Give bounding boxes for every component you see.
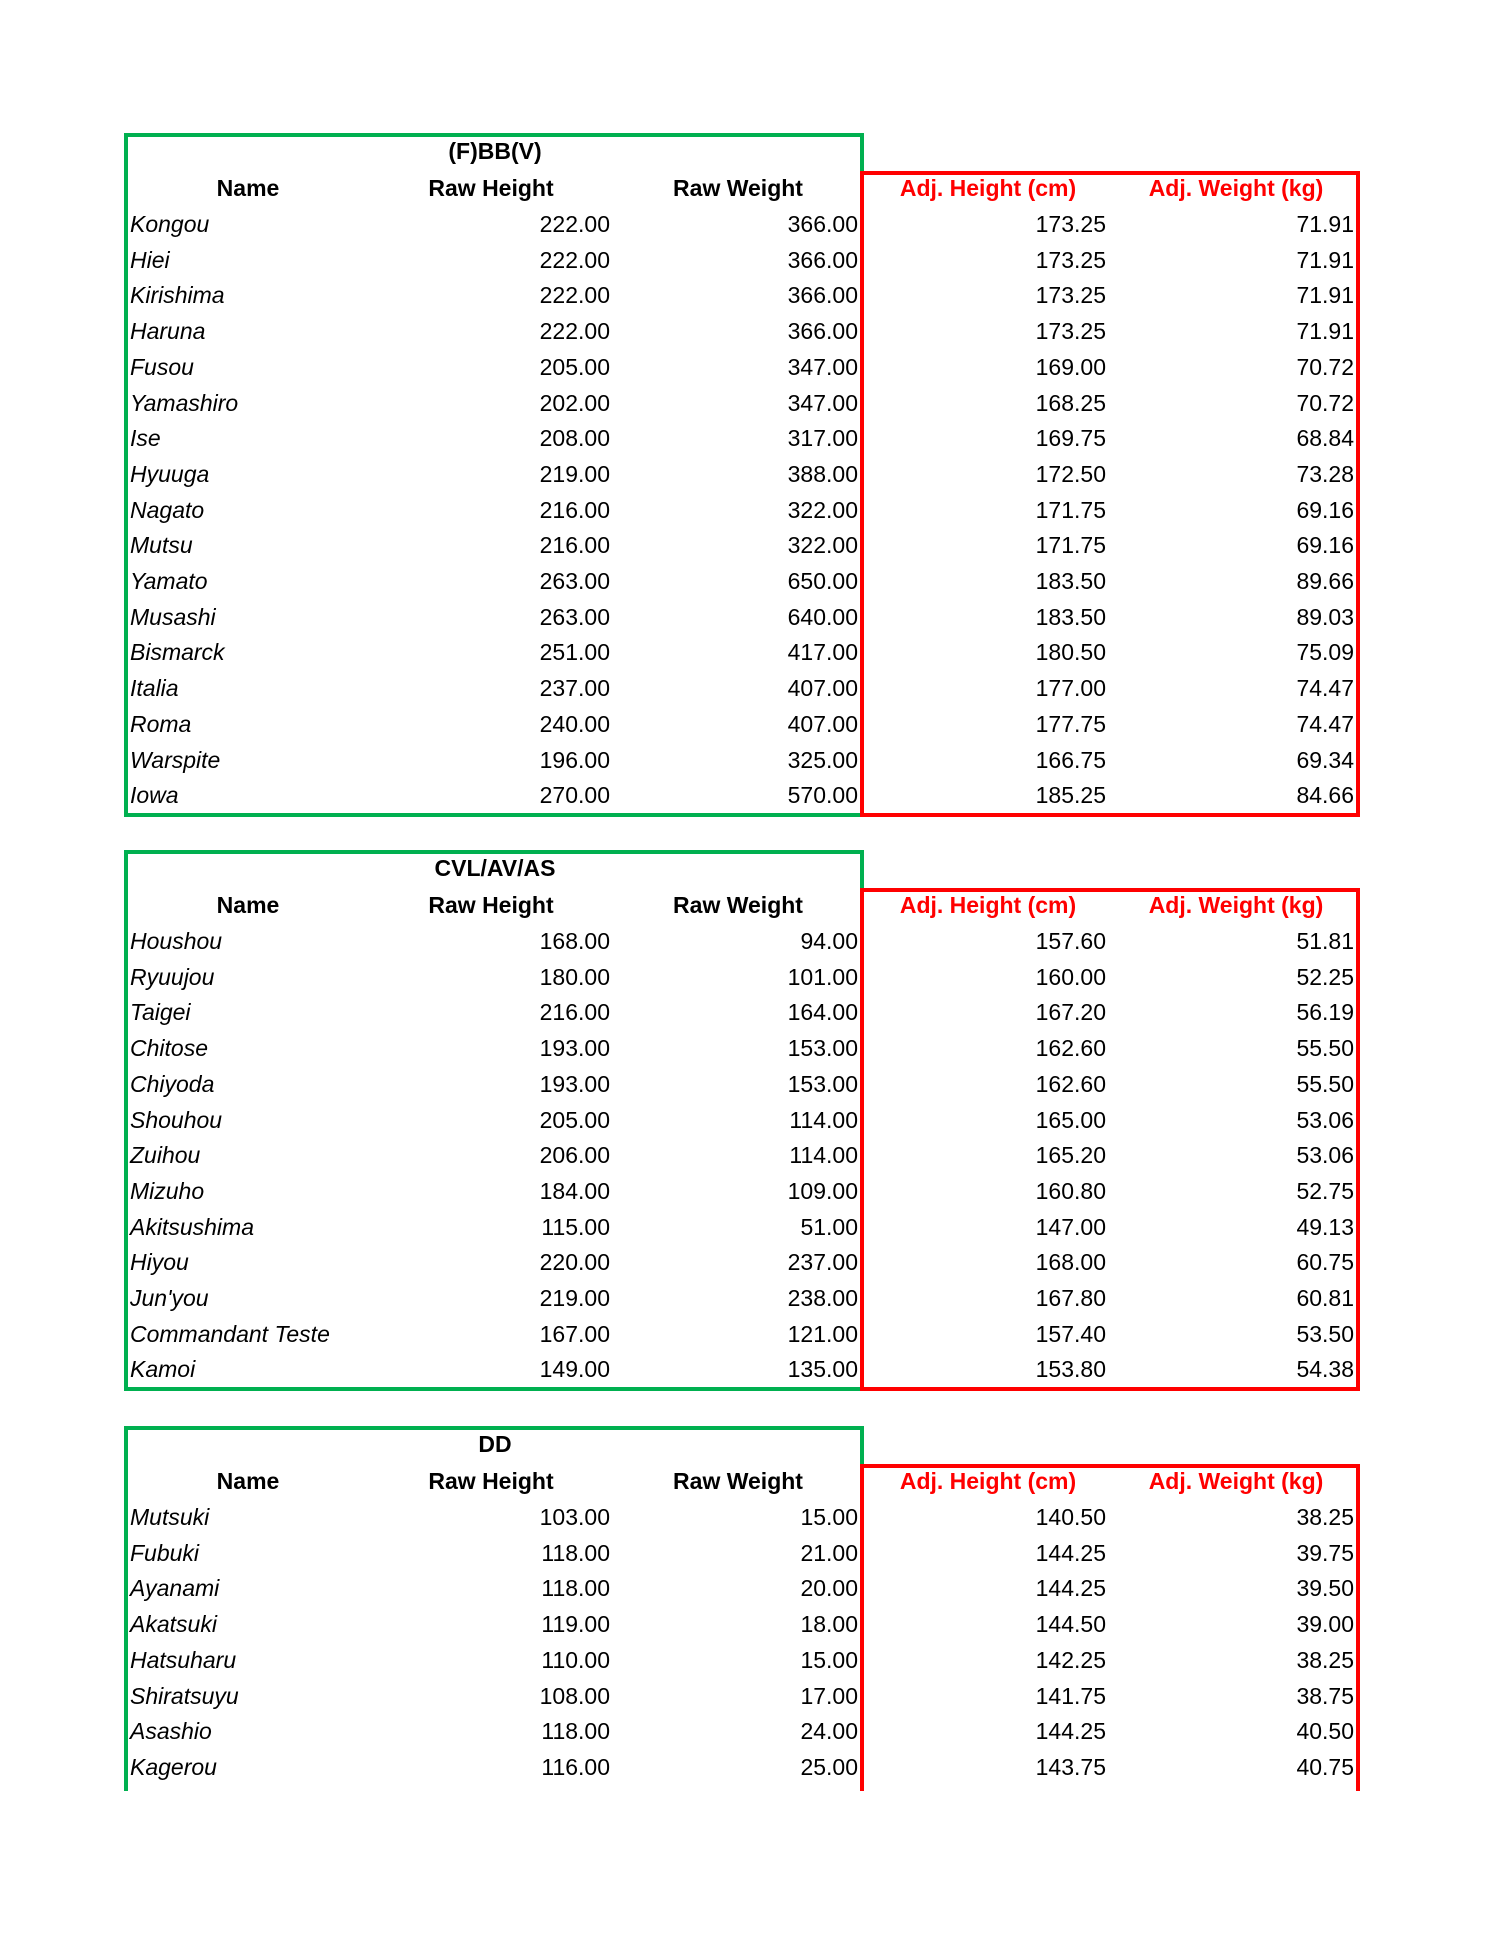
cell-raw-weight[interactable]: 109.00 — [787, 1177, 858, 1204]
cell-adj-height[interactable]: 177.00 — [1035, 675, 1106, 702]
column-header-adj-weight: Adj. Weight (kg) — [1148, 1468, 1324, 1494]
cell-raw-weight[interactable]: 347.00 — [787, 353, 858, 380]
cell-raw-weight[interactable]: 94.00 — [800, 928, 858, 954]
cell-raw-height[interactable]: 193.00 — [539, 1070, 610, 1097]
cell-name[interactable]: Zuihou — [130, 1142, 201, 1169]
cell-raw-weight[interactable]: 366.00 — [787, 246, 858, 273]
cell-name[interactable]: Iowa — [130, 782, 179, 809]
cell-adj-weight[interactable]: 39.75 — [1296, 1539, 1354, 1566]
column-header-name: Name — [216, 175, 280, 201]
cell-adj-weight[interactable]: 53.50 — [1296, 1320, 1354, 1347]
cell-name[interactable]: Ayanami — [130, 1575, 220, 1602]
cell-adj-weight[interactable]: 69.34 — [1296, 746, 1354, 773]
cell-raw-weight[interactable]: 347.00 — [787, 389, 858, 416]
cell-name[interactable]: Kongou — [130, 211, 210, 237]
cell-name[interactable]: Musashi — [130, 603, 216, 630]
cell-name[interactable]: Taigei — [130, 999, 191, 1026]
cell-adj-height[interactable]: 173.25 — [1035, 246, 1106, 273]
cell-name[interactable]: Asashio — [130, 1718, 212, 1745]
cell-adj-height[interactable]: 167.80 — [1035, 1285, 1106, 1311]
cell-raw-weight[interactable]: 17.00 — [800, 1682, 858, 1709]
cell-adj-weight[interactable]: 40.75 — [1296, 1753, 1354, 1780]
cell-raw-weight[interactable]: 15.00 — [800, 1504, 858, 1530]
cell-raw-weight[interactable]: 238.00 — [787, 1285, 858, 1311]
cell-adj-weight[interactable]: 89.03 — [1296, 603, 1354, 630]
cell-raw-height[interactable]: 206.00 — [539, 1142, 610, 1169]
cell-raw-height[interactable]: 219.00 — [539, 460, 610, 487]
cell-raw-height[interactable]: 184.00 — [539, 1177, 610, 1204]
cell-raw-height[interactable]: 220.00 — [539, 1249, 610, 1276]
column-header-adj-weight: Adj. Weight (kg) — [1148, 892, 1324, 918]
cell-adj-weight[interactable]: 49.13 — [1296, 1213, 1354, 1240]
cell-raw-height[interactable]: 149.00 — [539, 1356, 610, 1383]
cell-raw-weight[interactable]: 51.00 — [800, 1213, 858, 1240]
cell-name[interactable]: Roma — [130, 710, 192, 737]
cell-raw-weight[interactable]: 366.00 — [787, 211, 858, 237]
cell-raw-height[interactable]: 193.00 — [539, 1035, 610, 1062]
cell-adj-height[interactable]: 183.50 — [1035, 603, 1106, 630]
cell-raw-height[interactable]: 216.00 — [539, 999, 610, 1026]
cell-adj-height[interactable]: 165.20 — [1035, 1142, 1106, 1169]
cell-raw-weight[interactable]: 25.00 — [800, 1753, 858, 1780]
cell-adj-height[interactable]: 180.50 — [1035, 639, 1106, 666]
cell-raw-height[interactable]: 118.00 — [541, 1539, 610, 1566]
cell-name[interactable]: Nagato — [130, 496, 205, 523]
cell-adj-height[interactable]: 141.75 — [1035, 1682, 1106, 1709]
cell-name[interactable]: Hatsuharu — [130, 1646, 237, 1673]
cell-adj-weight[interactable]: 89.66 — [1296, 568, 1354, 594]
cell-adj-height[interactable]: 171.75 — [1035, 496, 1106, 523]
column-header-name: Name — [216, 892, 280, 918]
cell-name[interactable]: Haruna — [130, 318, 206, 345]
cell-adj-height[interactable]: 162.60 — [1035, 1070, 1106, 1097]
cell-adj-weight[interactable]: 60.81 — [1296, 1285, 1354, 1311]
cell-raw-height[interactable]: 222.00 — [539, 318, 610, 345]
cell-raw-weight[interactable]: 640.00 — [787, 603, 858, 630]
column-header-adj-weight: Adj. Weight (kg) — [1148, 175, 1324, 201]
cell-name[interactable]: Mutsu — [130, 532, 193, 559]
cell-adj-weight[interactable]: 38.25 — [1296, 1504, 1354, 1530]
cell-name[interactable]: Hiei — [130, 246, 170, 273]
cell-raw-height[interactable]: 180.00 — [539, 963, 610, 990]
adjusted-data-box — [860, 1464, 1360, 1791]
table-section — [124, 1426, 1360, 1791]
cell-raw-height[interactable]: 115.00 — [541, 1213, 610, 1240]
cell-adj-weight[interactable]: 70.72 — [1296, 353, 1354, 380]
cell-adj-weight[interactable]: 71.91 — [1296, 246, 1354, 273]
cell-raw-height[interactable]: 196.00 — [539, 746, 610, 773]
cell-adj-height[interactable]: 169.00 — [1035, 353, 1106, 380]
cell-name[interactable]: Mutsuki — [130, 1504, 210, 1530]
cell-adj-height[interactable]: 160.00 — [1035, 963, 1106, 990]
cell-adj-weight[interactable]: 71.91 — [1296, 282, 1354, 309]
cell-adj-weight[interactable]: 55.50 — [1296, 1070, 1354, 1097]
cell-raw-height[interactable]: 208.00 — [539, 425, 610, 452]
cell-adj-height[interactable]: 165.00 — [1035, 1106, 1106, 1133]
cell-name[interactable]: Ryuujou — [130, 963, 215, 990]
cell-raw-height[interactable]: 116.00 — [541, 1753, 610, 1780]
cell-raw-height[interactable]: 119.00 — [541, 1611, 610, 1638]
cell-adj-height[interactable]: 144.50 — [1035, 1611, 1106, 1638]
cell-raw-weight[interactable]: 164.00 — [787, 999, 858, 1026]
cell-adj-weight[interactable]: 53.06 — [1296, 1106, 1354, 1133]
cell-name[interactable]: Chitose — [130, 1035, 208, 1062]
cell-raw-weight[interactable]: 20.00 — [800, 1575, 858, 1602]
table-section — [124, 850, 1360, 1391]
cell-adj-weight[interactable]: 40.50 — [1296, 1718, 1354, 1745]
cell-raw-weight[interactable]: 121.00 — [787, 1320, 858, 1347]
cell-adj-weight[interactable]: 54.38 — [1296, 1356, 1354, 1383]
cell-name[interactable]: Warspite — [130, 746, 221, 773]
section-title: (F)BB(V) — [448, 138, 542, 164]
column-header-raw-height: Raw Height — [428, 892, 554, 918]
cell-raw-weight[interactable]: 322.00 — [787, 532, 858, 559]
cell-raw-weight[interactable]: 18.00 — [800, 1611, 858, 1638]
cell-name[interactable]: Yamato — [130, 568, 208, 594]
cell-name[interactable]: Hyuuga — [130, 460, 210, 487]
column-header-raw-weight: Raw Weight — [673, 175, 803, 201]
cell-raw-height[interactable]: 216.00 — [539, 496, 610, 523]
cell-adj-height[interactable]: 160.80 — [1035, 1177, 1106, 1204]
cell-raw-height[interactable]: 202.00 — [539, 389, 610, 416]
cell-adj-height[interactable]: 144.25 — [1035, 1539, 1106, 1566]
cell-raw-height[interactable]: 167.00 — [539, 1320, 610, 1347]
cell-adj-height[interactable]: 153.80 — [1035, 1356, 1106, 1383]
cell-adj-weight[interactable]: 71.91 — [1296, 211, 1354, 237]
cell-raw-height[interactable]: 205.00 — [539, 353, 610, 380]
cell-raw-weight[interactable]: 322.00 — [787, 496, 858, 523]
cell-raw-height[interactable]: 251.00 — [539, 639, 610, 666]
cell-adj-weight[interactable]: 73.28 — [1296, 460, 1354, 487]
cell-name[interactable]: Ise — [130, 425, 161, 452]
cell-adj-height[interactable]: 173.25 — [1035, 211, 1106, 237]
cell-adj-weight[interactable]: 60.75 — [1296, 1249, 1354, 1276]
cell-raw-height[interactable]: 263.00 — [539, 568, 610, 594]
cell-name[interactable]: Yamashiro — [130, 389, 239, 416]
cell-raw-weight[interactable]: 317.00 — [787, 425, 858, 452]
cell-adj-height[interactable]: 171.75 — [1035, 532, 1106, 559]
cell-adj-height[interactable]: 144.25 — [1035, 1575, 1106, 1602]
cell-adj-weight[interactable]: 52.75 — [1296, 1177, 1354, 1204]
cell-adj-height[interactable]: 167.20 — [1035, 999, 1106, 1026]
cell-adj-weight[interactable]: 70.72 — [1296, 389, 1354, 416]
cell-name[interactable]: Chiyoda — [130, 1070, 215, 1097]
column-header-adj-height: Adj. Height (cm) — [899, 175, 1077, 201]
cell-adj-weight[interactable]: 74.47 — [1296, 675, 1354, 702]
cell-adj-weight[interactable]: 75.09 — [1296, 639, 1354, 666]
cell-adj-height[interactable]: 183.50 — [1035, 568, 1106, 594]
column-header-raw-height: Raw Height — [428, 1468, 554, 1494]
table-section — [124, 133, 1360, 817]
cell-adj-height[interactable]: 140.50 — [1035, 1504, 1106, 1530]
cell-raw-height[interactable]: 110.00 — [541, 1646, 610, 1673]
cell-adj-height[interactable]: 177.75 — [1035, 710, 1106, 737]
adjusted-data-box — [860, 888, 1360, 1391]
cell-adj-height[interactable]: 143.75 — [1035, 1753, 1106, 1780]
cell-name[interactable]: Shouhou — [130, 1106, 223, 1133]
cell-raw-weight[interactable]: 407.00 — [787, 675, 858, 702]
cell-adj-weight[interactable]: 71.91 — [1296, 318, 1354, 345]
cell-raw-height[interactable]: 222.00 — [539, 246, 610, 273]
cell-raw-height[interactable]: 216.00 — [539, 532, 610, 559]
cell-adj-weight[interactable]: 74.47 — [1296, 710, 1354, 737]
cell-raw-weight[interactable]: 153.00 — [787, 1035, 858, 1062]
cell-raw-weight[interactable]: 21.00 — [800, 1539, 858, 1566]
cell-raw-height[interactable]: 118.00 — [541, 1718, 610, 1745]
cell-raw-weight[interactable]: 388.00 — [787, 460, 858, 487]
cell-raw-weight[interactable]: 366.00 — [787, 318, 858, 345]
cell-adj-weight[interactable]: 69.16 — [1296, 532, 1354, 559]
cell-raw-weight[interactable]: 15.00 — [800, 1646, 858, 1673]
column-header-raw-weight: Raw Weight — [673, 892, 803, 918]
cell-adj-weight[interactable]: 39.50 — [1296, 1575, 1354, 1602]
raw-data-box — [124, 133, 864, 817]
cell-raw-weight[interactable]: 101.00 — [787, 963, 858, 990]
cell-adj-height[interactable]: 144.25 — [1035, 1718, 1106, 1745]
cell-raw-weight[interactable]: 114.00 — [789, 1106, 858, 1133]
cell-adj-weight[interactable]: 39.00 — [1296, 1611, 1354, 1638]
cell-adj-height[interactable]: 173.25 — [1035, 282, 1106, 309]
cell-raw-height[interactable]: 270.00 — [539, 782, 610, 809]
section-title: CVL/AV/AS — [434, 855, 556, 881]
cell-name[interactable]: Akatsuki — [130, 1611, 217, 1638]
cell-adj-height[interactable]: 142.25 — [1035, 1646, 1106, 1673]
cell-raw-height[interactable]: 222.00 — [539, 211, 610, 237]
cell-raw-height[interactable]: 108.00 — [539, 1682, 610, 1709]
cell-adj-height[interactable]: 169.75 — [1035, 425, 1106, 452]
cell-adj-height[interactable]: 185.25 — [1035, 782, 1106, 809]
cell-adj-weight[interactable]: 38.75 — [1296, 1682, 1354, 1709]
cell-raw-weight[interactable]: 237.00 — [787, 1249, 858, 1276]
cell-adj-height[interactable]: 172.50 — [1035, 460, 1106, 487]
cell-raw-height[interactable]: 263.00 — [539, 603, 610, 630]
cell-raw-height[interactable]: 205.00 — [539, 1106, 610, 1133]
cell-adj-height[interactable]: 147.00 — [1035, 1213, 1106, 1240]
column-header-raw-height: Raw Height — [428, 175, 554, 201]
cell-raw-height[interactable]: 103.00 — [539, 1504, 610, 1530]
cell-name[interactable]: Hiyou — [130, 1249, 189, 1276]
cell-name[interactable]: Jun'you — [130, 1285, 209, 1311]
cell-raw-height[interactable]: 240.00 — [539, 710, 610, 737]
cell-raw-height[interactable]: 219.00 — [539, 1285, 610, 1311]
cell-adj-weight[interactable]: 53.06 — [1296, 1142, 1354, 1169]
cell-adj-height[interactable]: 157.40 — [1035, 1320, 1106, 1347]
cell-raw-height[interactable]: 237.00 — [539, 675, 610, 702]
cell-raw-height[interactable]: 222.00 — [539, 282, 610, 309]
raw-data-box — [124, 850, 864, 1391]
cell-adj-height[interactable]: 168.00 — [1035, 1249, 1106, 1276]
cell-raw-weight[interactable]: 24.00 — [800, 1718, 858, 1745]
cell-adj-height[interactable]: 168.25 — [1035, 389, 1106, 416]
cell-raw-weight[interactable]: 153.00 — [787, 1070, 858, 1097]
cell-adj-height[interactable]: 166.75 — [1035, 746, 1106, 773]
cell-adj-weight[interactable]: 55.50 — [1296, 1035, 1354, 1062]
cell-name[interactable]: Bismarck — [130, 639, 225, 666]
cell-raw-height[interactable]: 118.00 — [541, 1575, 610, 1602]
cell-name[interactable]: Kirishima — [130, 282, 225, 309]
cell-name[interactable]: Mizuho — [130, 1177, 205, 1204]
cell-raw-weight[interactable]: 114.00 — [789, 1142, 858, 1169]
cell-adj-weight[interactable]: 84.66 — [1296, 782, 1354, 809]
cell-adj-height[interactable]: 162.60 — [1035, 1035, 1106, 1062]
column-header-name: Name — [216, 1468, 280, 1494]
cell-name[interactable]: Kamoi — [130, 1356, 196, 1383]
cell-adj-weight[interactable]: 51.81 — [1296, 928, 1354, 954]
cell-raw-weight[interactable]: 325.00 — [787, 746, 858, 773]
cell-raw-weight[interactable]: 650.00 — [787, 568, 858, 594]
cell-raw-weight[interactable]: 135.00 — [787, 1356, 858, 1383]
cell-adj-weight[interactable]: 56.19 — [1296, 999, 1354, 1026]
cell-raw-weight[interactable]: 407.00 — [787, 710, 858, 737]
cell-adj-height[interactable]: 173.25 — [1035, 318, 1106, 345]
cell-name[interactable]: Shiratsuyu — [130, 1682, 239, 1709]
cell-adj-height[interactable]: 157.60 — [1035, 928, 1106, 954]
cell-adj-weight[interactable]: 69.16 — [1296, 496, 1354, 523]
column-header-adj-height: Adj. Height (cm) — [899, 892, 1077, 918]
cell-adj-weight[interactable]: 38.25 — [1296, 1646, 1354, 1673]
cell-name[interactable]: Fubuki — [130, 1539, 200, 1566]
cell-name[interactable]: Fusou — [130, 353, 194, 380]
cell-raw-weight[interactable]: 366.00 — [787, 282, 858, 309]
adjusted-data-box — [860, 171, 1360, 817]
column-header-adj-height: Adj. Height (cm) — [899, 1468, 1077, 1494]
cell-name[interactable]: Commandant Teste — [130, 1320, 330, 1347]
cell-name[interactable]: Italia — [130, 675, 179, 702]
cell-raw-weight[interactable]: 417.00 — [787, 639, 858, 666]
cell-name[interactable]: Akitsushima — [130, 1213, 254, 1240]
cell-raw-height[interactable]: 168.00 — [539, 928, 610, 954]
cell-adj-weight[interactable]: 68.84 — [1296, 425, 1354, 452]
cell-raw-weight[interactable]: 570.00 — [787, 782, 858, 809]
section-title: DD — [478, 1431, 512, 1457]
column-header-raw-weight: Raw Weight — [673, 1468, 803, 1494]
cell-name[interactable]: Houshou — [130, 928, 223, 954]
cell-adj-weight[interactable]: 52.25 — [1296, 963, 1354, 990]
cell-name[interactable]: Kagerou — [130, 1753, 217, 1780]
